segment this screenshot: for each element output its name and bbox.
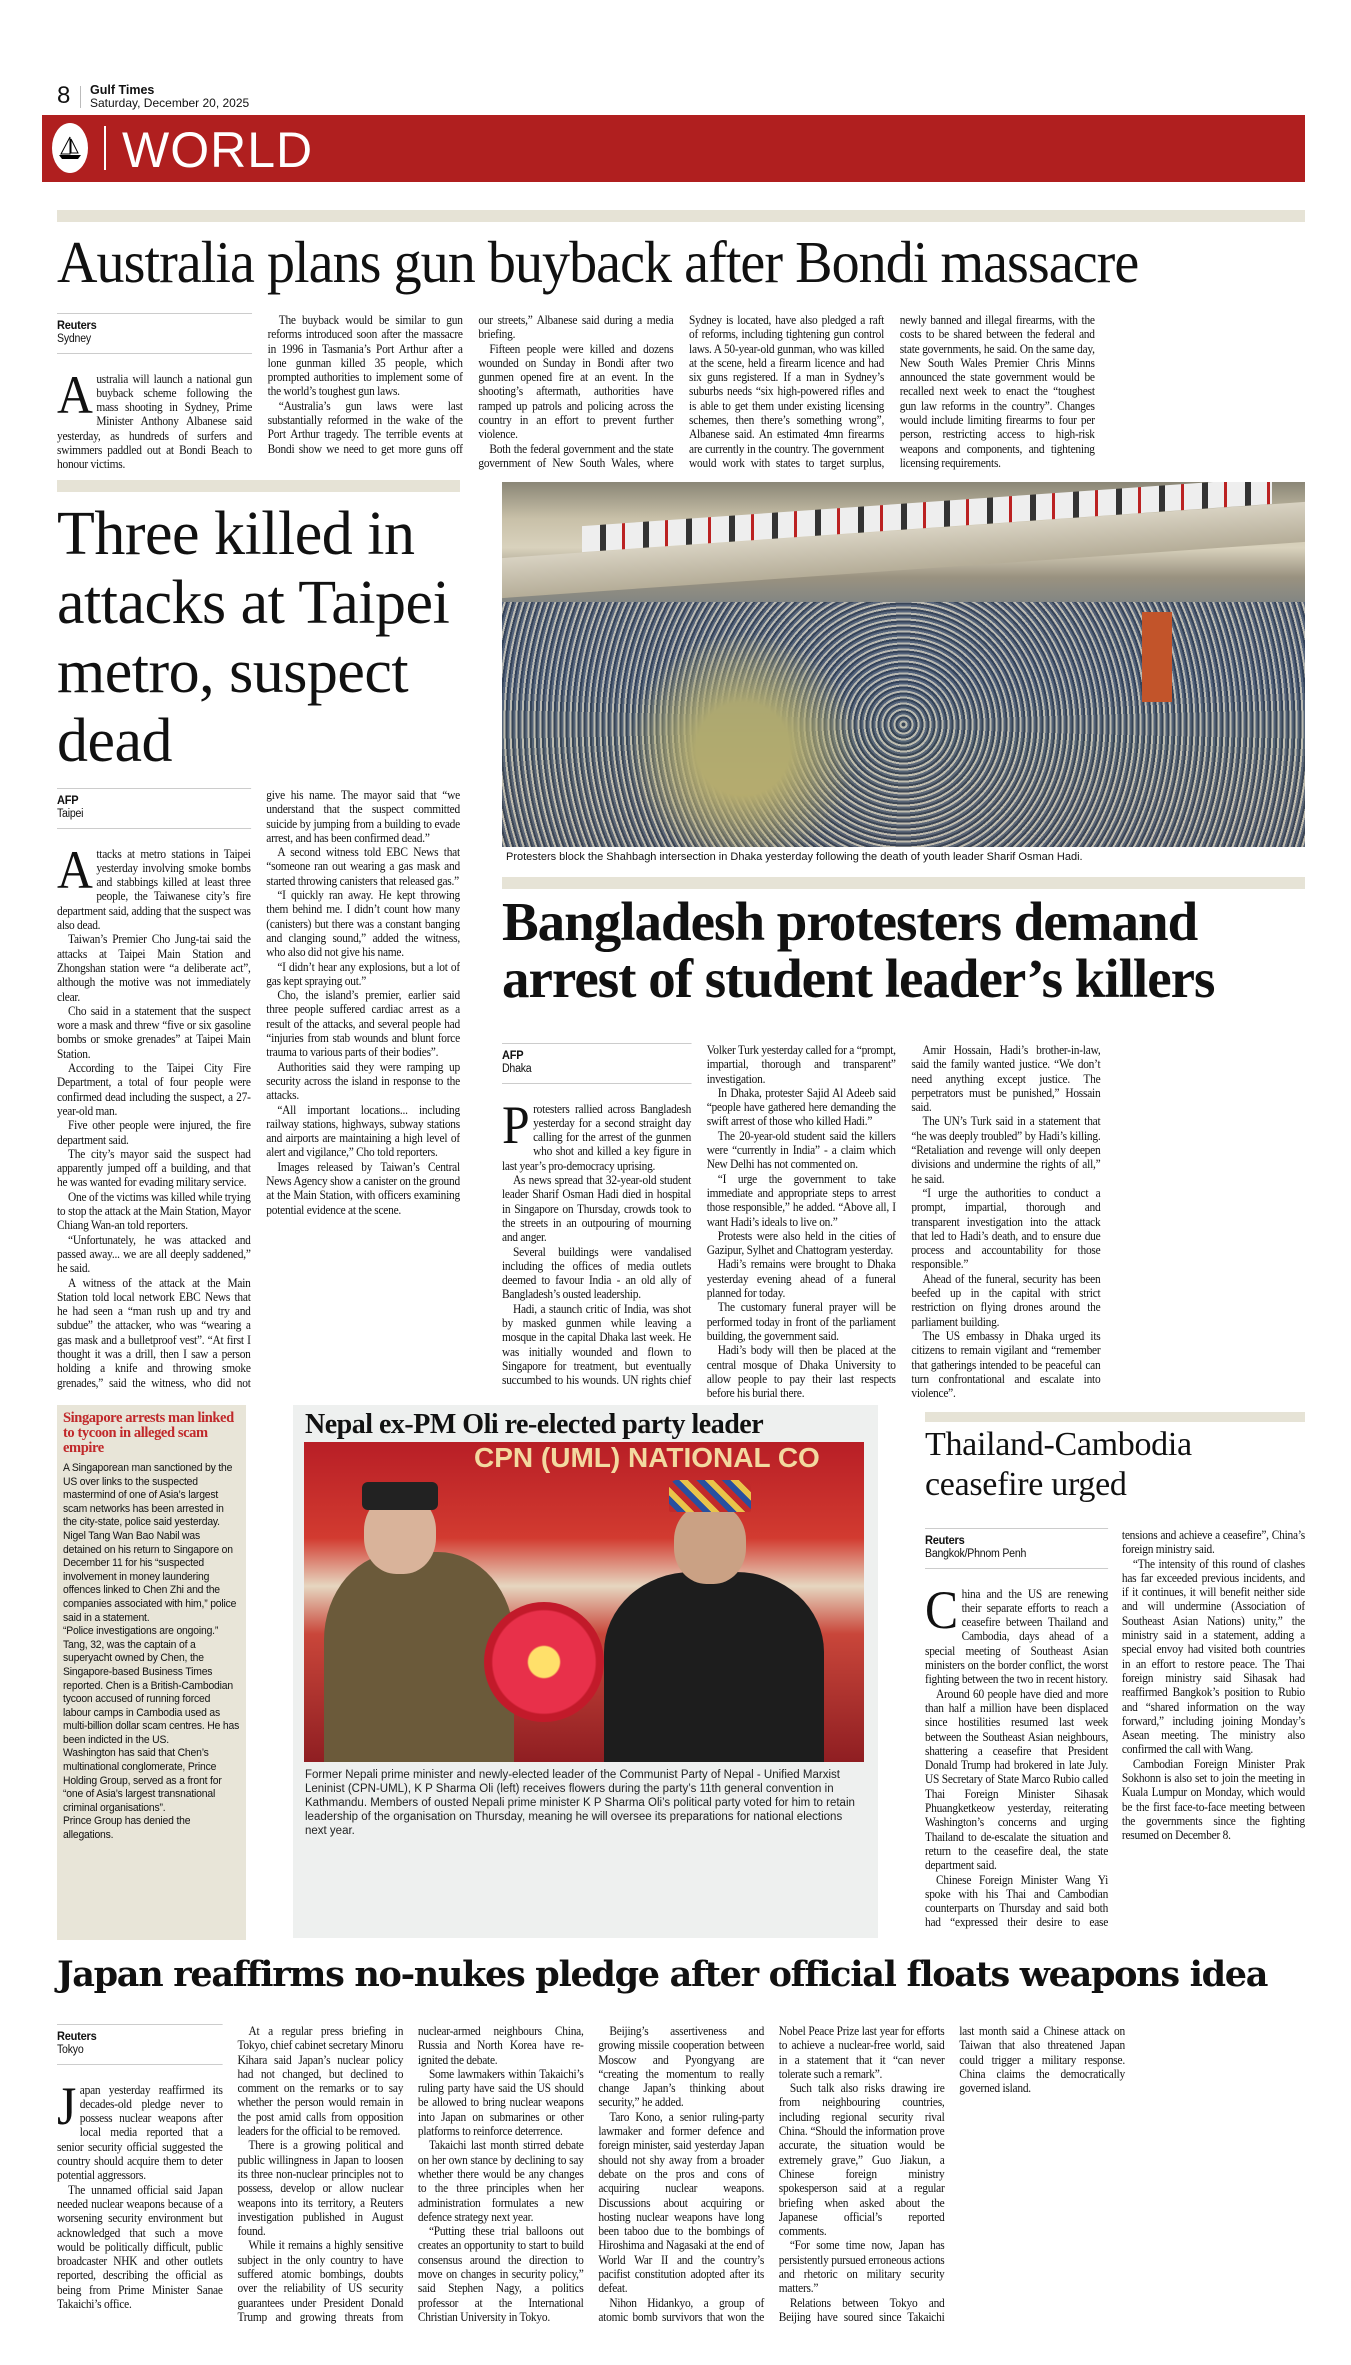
sidebar-singapore	[57, 1405, 246, 1940]
paragraph: “For some time now, Japan has persistently pursued erroneous actions and rhetoric on military security matters.”	[778, 2238, 945, 2296]
paragraph: Protests were also held in the cities of Gazipur, Sylhet and Chattogram yesterday.	[706, 1228, 896, 1258]
paragraph: The customary funeral prayer will be performed today in front of the parliament building, the government said.	[706, 1300, 896, 1343]
dhow-logo-icon	[52, 123, 88, 173]
photo-caption: Protesters block the Shahbagh intersection in Dhaka yesterday following the death of youth leader Sharif Osman Hadi.	[506, 851, 1083, 863]
dhaka-protest-photo	[502, 482, 1305, 847]
paragraph: Australia will launch a national gun buyback scheme following the mass shooting in Sydney, Prime Minister Anthony Albanese said yesterday, as hundreds of surfers and swimmers paddled out at Bondi Beach to honour victims.	[57, 364, 253, 472]
paragraph: “The intensity of this round of clashes has far exceeded previous incidents, and if it continues, it will benefit neither side and will undermine (Association of Southeast Asian Nations) unity,” the ministry said in a statement, adding a special envoy had visited both countries in an effort to restore peace. The Thai foreign ministry said Sihasak had reaffirmed Bangkok’s position to Rubio and “shared information on the way forward,” including joining Monday’s Asean meeting. The ministry also confirmed the call with Wang.	[1121, 1556, 1305, 1757]
byline-agency: AFP	[57, 793, 79, 807]
page-number: 8	[57, 82, 71, 109]
sidebar-headline: Singapore arrests man linked to tycoon in alleged scam empire	[63, 1410, 234, 1456]
paragraph: A Singaporean man sanctioned by the US over links to the suspected mastermind of one of Asia’s largest scam networks has been arrested in the city-state, police said yesterday.	[63, 1462, 233, 1529]
paragraph: “Police investigations are ongoing.”	[63, 1625, 219, 1638]
byline-agency: Reuters	[925, 1533, 965, 1547]
section-rule	[57, 480, 460, 492]
section-title: WORLD	[122, 122, 314, 178]
paragraph: Taro Kono, a senior ruling-party lawmaker and former defence and foreign minister, said yesterday Japan should not shy away from a broader debate on the pros and cons of acquiring nuclear weapons. Discussions about acquiring or hosting nuclear weapons have long been taboo due to the bombings of Hiroshima and Nagasaki at the end of World War II and the country’s pacifist constitution adopted after its defeat.	[598, 2109, 765, 2296]
headline-japan: Japan reaffirms no-nukes pledge after official floats weapons idea	[57, 1954, 1268, 1995]
paragraph: Cambodian Foreign Minister Prak Sokhonn is also set to join the meeting in Kuala Lumpur on Monday, which would be the first face-to-face meeting between the governments since the fighting resumed on December 8.	[1121, 1756, 1305, 1843]
byline	[925, 1528, 1108, 1569]
paragraph: Takaichi last month stirred debate on her own stance by declining to say whether there would be any changes to the three principles when her administration formulates a new defence strategy next year.	[417, 2138, 584, 2224]
headline-taipei: Three killed in attacks at Taipei metro, suspect dead	[57, 500, 450, 775]
paragraph: Five other people were injured, the fire department said.	[57, 1118, 251, 1147]
orange-pillar	[1142, 612, 1172, 702]
sidebar-body	[63, 1462, 240, 1843]
paragraph: Some lawmakers within Takaichi’s ruling party have said the US should be allowed to bring nuclear weapons into Japan on submarines or other platforms to reinforce deterrence.	[417, 2066, 584, 2139]
paragraph: Authorities said they were ramping up security across the island in response to the attacks.	[266, 1059, 460, 1103]
paragraph: Nihon Hidankyo, a group of atomic bomb survivors that won the Nobel Peace Prize last year for efforts to achieve a nuclear-free world, said in a statement that it “can never tolerate such a remark”.	[598, 2024, 945, 2324]
paragraph: The US embassy in Dhaka urged its citizens to remain vigilant and “remember that gatherings intended to be peaceful can turn confrontational and escalate into violence”.	[911, 1328, 1101, 1401]
paragraph: While it remains a highly sensitive subject in the only country to have suffered atomic bombings, doubts over the reliability of US security guarantees under President Donald Trump and growing threats from nuclear-armed neighbours China, Russia and North Korea have re-ignited the debate.	[237, 2024, 584, 2324]
byline	[57, 2024, 223, 2065]
paragraph: Hadi, a staunch critic of India, was shot by masked gunmen while leaving a mosque in the capital Dhaka last week. He was initially wounded and flown to Singapore for treatment, but eventually succumbed to his wounds. UN rights chief Volker Turk yesterday called for a “prompt, impartial, thorough and transparent” investigation.	[502, 1043, 896, 1388]
man-right-figure	[604, 1572, 824, 1762]
byline	[57, 313, 252, 354]
byline-place: Bangkok/Phnom Penh	[925, 1548, 1027, 1561]
dhaka-topi-cap	[669, 1480, 751, 1512]
paragraph: Attacks at metro stations in Taipei yesterday involving smoke bombs and stabbings killed at least three people, the Taiwanese city’s fire department said, adding that the suspect was also dead.	[57, 839, 251, 933]
man-right-face	[674, 1504, 746, 1584]
paragraph: “I urge the authorities to conduct a prompt, impartial, thorough and transparent investigation into the attack that led to Hadi’s death, and to ensure due process and accountability for those responsible.”	[911, 1185, 1101, 1272]
section-rule	[925, 1412, 1305, 1422]
paragraph: The UN’s Turk said in a statement that “he was deeply troubled” by Hadi’s killing. “Retaliation and revenge will only deepen divisions and undermine the rights of all,” he said.	[911, 1114, 1101, 1186]
paragraph: The buyback would be similar to gun reforms introduced soon after the massacre in 1996 in Tasmania’s Port Arthur after a lone gunman killed 35 people, which prompted authorities to implement some of the world’s toughest gun laws.	[267, 313, 463, 399]
paragraph: There is a growing political and public willingness in Japan to loosen its three non-nuclear principles not to possess, develop or allow nuclear weapons into its territory, a Reuters investigation published in August found.	[237, 2138, 404, 2239]
paragraph: “Australia’s gun laws were last substantially reformed in the wake of the Port Arthur tragedy. The terrible events at Bondi show we need to get more guns off our streets,” Albanese said during a media briefing.	[267, 313, 674, 456]
section-rule	[57, 210, 1305, 222]
byline-place: Sydney	[57, 333, 91, 346]
headline-nepal: Nepal ex-PM Oli re-elected party leader	[305, 1409, 764, 1440]
paragraph: The unnamed official said Japan needed nuclear weapons because of a worsening security environment but acknowledged that such a move would be politically difficult, public broadcaster NHK and other outlets reported, describing the official as being from Prime Minister Sanae Takaichi’s office.	[57, 2182, 223, 2312]
article-thailand	[925, 1528, 1305, 1943]
article-bangladesh	[502, 1043, 1305, 1401]
paragraph: Taiwan’s Premier Cho Jung-tai said the attacks at Taipei Main Station and Zhongshan station were “a deliberate act”, although the motive was not immediately clear.	[57, 932, 251, 1004]
paragraph: Cho, the island’s premier, earlier said three people suffered cardiac arrest as a result of the attacks, and several people had “injuries from stab wounds and blunt force trauma to various parts of their bodies”.	[266, 988, 460, 1060]
paragraph: Beijing’s assertiveness and growing missile cooperation between Moscow and Pyongyang are “creating the momentum to really change Japan’s thinking about security,” he added.	[598, 2024, 765, 2110]
paragraph: Protesters rallied across Bangladesh yesterday for a second straight day calling for the arrest of the gunmen who shot and killed a key figure in last year’s pro-democracy uprising.	[502, 1094, 692, 1173]
article-taipei	[57, 788, 460, 1400]
byline-place: Tokyo	[57, 2044, 84, 2057]
paragraph: According to the Taipei City Fire Department, a total of four people were confirmed dead including the suspect, a 27-year-old man.	[57, 1061, 251, 1118]
paragraph: Nigel Tang Wan Bao Nabil was detained on his return to Singapore on December 11 for his “suspected involvement in money laundering offences linked to Chen Zhi and the companies associated with him,” police said in a statement.	[63, 1529, 237, 1624]
paragraph: Several buildings were vandalised including the offices of media outlets deemed to favour India - an old ally of Bangladesh’s ousted leadership.	[502, 1244, 692, 1302]
paragraph: The 20-year-old student said the killers were “currently in India” - a claim which New Delhi has not commented on.	[706, 1128, 896, 1172]
paragraph: The city’s mayor said the suspect had apparently jumped off a building, and that he was wanted for evading military service.	[57, 1146, 251, 1190]
paragraph: As news spread that 32-year-old student leader Sharif Osman Hadi died in hospital in Singapore on Thursday, crowds took to the streets in an outpouring of mourning and anger.	[502, 1173, 692, 1245]
paragraph: “Putting these trial balloons out creates an opportunity to start to build consensus around the direction to move on changes in security policy,” said Stephen Nagy, a politics professor at the International Christian University in Tokyo.	[417, 2224, 584, 2324]
paragraph: Prince Group has denied the allegations.	[63, 1815, 191, 1842]
paragraph: Washington has said that Chen’s multinational conglomerate, Prince Holding Group, served as a front for “one of Asia’s largest transnational criminal organisations”.	[63, 1747, 222, 1814]
paragraph: A witness of the attack at the Main Station told local network EBC News that he had seen a “man rush up and try and subdue” the attacker, who was “wearing a gas mask and a bulletproof vest”. “At first I thought it was a drill, then I saw a person holding a knife and throwing smoke grenades,” said the witness, who did not give his name. The mayor said that “we understand that the suspect committed suicide by jumping from a building to evade arrest, and has been confirmed dead.”	[57, 788, 460, 1390]
paragraph: Such talk also risks drawing ire from neighbouring countries, including regional security rival China. “Should the information prove accurate, the situation would be extremely grave,” Guo Jiakun, a Chinese foreign ministry spokesperson said at a regular briefing when asked about the Japanese official’s reported comments.	[778, 2081, 945, 2239]
section-rule	[502, 877, 1305, 889]
article-japan	[57, 2024, 1305, 2334]
paragraph: Images released by Taiwan’s Central News Agency show a canister on the ground at the Main Station, with officers examining potential evidence at the scene.	[266, 1159, 460, 1217]
paragraph: One of the victims was killed while trying to stop the attack at the Main Station, Mayor Chiang Wan-an told reporters.	[57, 1189, 251, 1233]
photo-caption: Former Nepali prime minister and newly-elected leader of the Communist Party of Nepal - Unified Marxist Leninist (CPN-UML), K P Sharma Oli (left) receives flowers during the party’s 11th general convention in Kathmandu. Members of ousted Nepali prime minister K P Sharma Oli’s political party voted for him to retain leadership of the organisation on Thursday, meaning he will oversee its preparations for national elections next year.	[305, 1769, 855, 1837]
issue-date: Saturday, December 20, 2025	[90, 96, 250, 110]
paragraph: Ahead of the funeral, security has been beefed up in the capital with strict restriction on flying drones around the parliament building.	[911, 1271, 1101, 1329]
paragraph: “I urge the government to take immediate and appropriate steps to arrest those responsible,” he added. “Above all, I want Hadi’s ideals to live on.”	[706, 1171, 896, 1229]
paragraph: Fifteen people were killed and dozens wounded on Sunday in Bondi after two gunmen opened fire at an event. In the shooting’s aftermath, authorities have ramped up patrols and policing across the country in an effort to prevent further violence.	[478, 341, 674, 442]
paragraph: “I quickly ran away. He kept throwing them behind me. I didn’t count how many (canisters) but there was a constant banging and clanging sound,” added the witness, who also did not give his name.	[266, 888, 460, 960]
paragraph: In Dhaka, protester Sajid Al Adeeb said “people have gathered here demanding the swift arrest of those who killed Hadi.”	[706, 1085, 896, 1129]
paper-info	[90, 84, 249, 110]
paragraph: Tang, 32, was the captain of a superyacht owned by Chen, the Singapore-based Business Times reported. Chen is a British-Cambodian tycoon accused of running forced labour camps in Cambodia used as multi-billion dollar scam centres. He has been indicted in the US.	[63, 1638, 240, 1746]
byline	[502, 1043, 691, 1084]
paragraph: “Unfortunately, he was attacked and passed away... we are all deeply saddened,” he said.	[57, 1232, 251, 1276]
oli-cap	[362, 1482, 438, 1510]
byline-agency: AFP	[502, 1048, 524, 1062]
article-australia	[57, 313, 1305, 477]
paragraph: Chinese Foreign Minister Wang Yi spoke with his Thai and Cambodian counterparts on Thursday and said both had “expressed their desire to ease tensions and achieve a ceasefire”, China’s foreign ministry said.	[925, 1528, 1305, 1930]
paragraph: At a regular press briefing in Tokyo, chief cabinet secretary Minoru Kihara said Japan’s nuclear policy had not changed, but declined to comment on the remarks or to say whether the person would remain in the post amid calls from opposition leaders for the official to be removed.	[237, 2024, 404, 2139]
paragraph: A second witness told EBC News that “someone ran out wearing a gas mask and started throwing canisters that released gas.”	[266, 845, 460, 888]
headline-bangladesh: Bangladesh protesters demand arrest of student leader’s killers	[502, 891, 1215, 1009]
paragraph: China and the US are renewing their separate efforts to reach a ceasefire between Thailand and Cambodia, days ahead of a special meeting of Southeast Asian ministers on the border conflict, the worst fighting between the two in recent history.	[925, 1579, 1109, 1687]
byline-place: Dhaka	[502, 1063, 532, 1076]
byline-agency: Reuters	[57, 318, 97, 332]
byline-agency: Reuters	[57, 2029, 97, 2043]
paragraph: “All important locations... including railway stations, highways, subway stations and airports are maintaining a high level of alert and vigilance,” Cho told reporters.	[266, 1102, 460, 1160]
divider	[104, 126, 106, 170]
paragraph: Relations between Tokyo and Beijing have soured since Takaichi last month said a Chinese attack on Taiwan that also threatened Japan could trigger a military response. China claims the democratically governed island.	[778, 2024, 1125, 2324]
headline-australia: Australia plans gun buyback after Bondi massacre	[57, 229, 1139, 295]
paragraph: Hadi’s body will then be placed at the central mosque of Dhaka University to allow people to pay their last respects before his burial there.	[706, 1343, 896, 1401]
paper-name: Gulf Times	[90, 83, 155, 97]
crowd	[502, 602, 1305, 847]
divider	[80, 86, 81, 108]
byline	[57, 788, 251, 829]
paragraph: Hadi’s remains were brought to Dhaka yesterday evening ahead of a funeral planned for today.	[706, 1257, 896, 1301]
banner-text: CPN (UML) NATIONAL CO	[474, 1442, 820, 1473]
paragraph: Japan yesterday reaffirmed its decades-old pledge never to possess nuclear weapons after local media reported that a senior security official suggested the country should acquire them to deter potential aggressors.	[57, 2075, 223, 2183]
paragraph: Around 60 people have died and more than half a million have been displaced since hostilities resumed last week between the Southeast Asian neighbours, shattering a ceasefire that President Donald Trump had brokered in late July. US Secretary of State Marco Rubio called Thai Foreign Minister Sihasak Phuangketkeow yesterday, reiterating Washington’s concerns and urging Thailand to de-escalate the situation and return to the ceasefire deal, the state department said.	[925, 1686, 1109, 1873]
nepal-photo-box	[293, 1405, 878, 1938]
headline-thailand: Thailand-Cambodia ceasefire urged	[925, 1426, 1192, 1503]
flower-bouquet	[484, 1602, 604, 1722]
paragraph: Amir Hossain, Hadi’s brother-in-law, said the family wanted justice. “We don’t need anything except justice. The perpetrators must be punished,” Hossain said.	[911, 1043, 1101, 1115]
byline-place: Taipei	[57, 808, 84, 821]
paragraph: Cho said in a statement that the suspect wore a mask and threw “five or six gasoline bombs or smoke grenades” at Taipei Main Station.	[57, 1003, 251, 1061]
paragraph: Both the federal government and the state government of New South Wales, where Sydney is located, have also pledged a raft of reforms, including tightening gun control laws. A 50-year-old gunman, who was killed at the scene, held a firearm licence and had six guns registered. If a man in Sydney’s suburbs needs “six high-powered rifles and is able to get them under existing licensing schemes, then there’s something wrong”, Albanese said. An estimated 4mn firearms are currently in the country. The government would work with states to target surplus, newly banned and illegal firearms, with the costs to be shared between the federal and state governments, he said. On the same day, New South Wales Premier Chris Minns announced the state government would be recalled next week to enact the “toughest gun law reforms in the country”. Changes would include limiting firearms to four per person, restricting access to high-risk weapons and components, and tightening licensing requirements.	[478, 313, 1095, 470]
paragraph: “I didn’t hear any explosions, but a lot of gas kept spraying out.”	[266, 959, 460, 988]
nepal-oli-photo	[304, 1442, 864, 1762]
